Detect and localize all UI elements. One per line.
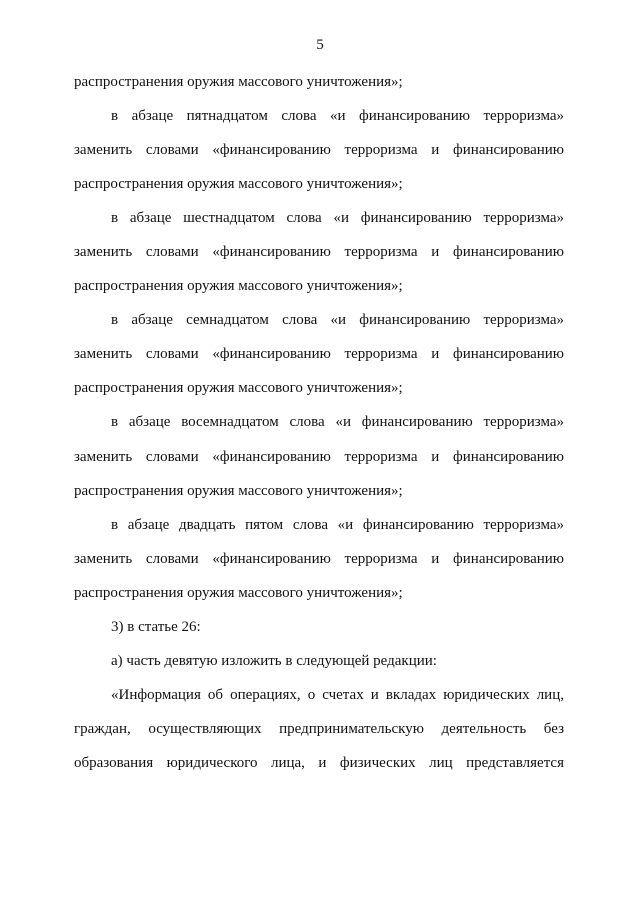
text-line: распространения оружия массового уничтожения»;: [74, 278, 403, 295]
text-line: заменить словами «финансированию терроризма и финансированию: [74, 244, 564, 261]
text-line: заменить словами «финансированию терроризма и финансированию: [74, 550, 564, 567]
text-line: а) часть девятую изложить в следующей редакции:: [111, 652, 437, 669]
text-line: заменить словами «финансированию терроризма и финансированию: [74, 142, 564, 159]
text-line: 3) в статье 26:: [111, 618, 201, 635]
text-line: в абзаце шестнадцатом слова «и финансированию терроризма»: [111, 210, 564, 227]
text-line: образования юридического лица, и физических лиц представляется: [74, 754, 564, 771]
text-line: распространения оружия массового уничтожения»;: [74, 176, 403, 193]
text-line: граждан, осуществляющих предпринимательскую деятельность без: [74, 720, 564, 737]
text-line: в абзаце восемнадцатом слова «и финансированию терроризма»: [111, 414, 564, 431]
text-line: распространения оружия массового уничтожения»;: [74, 584, 403, 601]
text-line: в абзаце пятнадцатом слова «и финансированию терроризма»: [111, 108, 564, 125]
page-number: 5: [316, 37, 324, 53]
text-line: «Информация об операциях, о счетах и вкладах юридических лиц,: [111, 686, 564, 703]
text-line: распространения оружия массового уничтожения»;: [74, 74, 403, 90]
text-line: в абзаце семнадцатом слова «и финансированию терроризма»: [111, 312, 564, 329]
text-line: распространения оружия массового уничтожения»;: [74, 482, 403, 499]
document-body: [74, 72, 564, 787]
text-line: заменить словами «финансированию терроризма и финансированию: [74, 448, 564, 465]
text-line: в абзаце двадцать пятом слова «и финансированию терроризма»: [111, 516, 564, 533]
text-line: распространения оружия массового уничтожения»;: [74, 380, 403, 397]
text-line: заменить словами «финансированию терроризма и финансированию: [74, 346, 564, 363]
